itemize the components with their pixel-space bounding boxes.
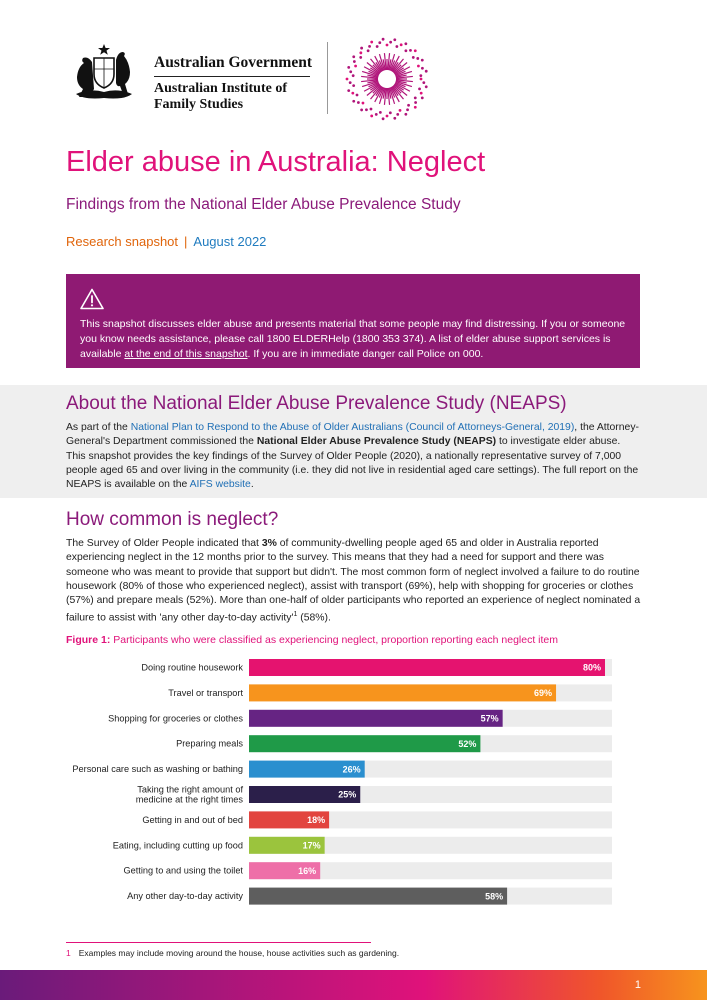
warning-text xyxy=(80,317,626,362)
aifs-website-link[interactable]: AIFS website xyxy=(189,479,251,491)
about-section xyxy=(0,385,707,498)
footnote xyxy=(66,948,399,958)
neglect-paragraph xyxy=(66,537,646,626)
gov-line-2a: Australian Institute of xyxy=(154,81,288,96)
snapshot-date: August 2022 xyxy=(193,234,267,249)
page-title: Elder abuse in Australia: Neglect xyxy=(66,146,486,178)
neglect-prevalence: 3% xyxy=(261,538,277,549)
figure-caption xyxy=(66,634,558,646)
about-text-1: As part of the xyxy=(66,422,131,433)
category-label: Travel or transport xyxy=(168,687,243,698)
bar-value-label: 80% xyxy=(582,662,601,673)
gov-line-2b: Family Studies xyxy=(154,97,244,112)
category-label: Doing routine housework xyxy=(141,662,243,673)
bar-value-label: 69% xyxy=(534,688,553,699)
page-subtitle: Findings from the National Elder Abuse Prevalence Study xyxy=(66,196,461,213)
about-heading: About the National Elder Abuse Prevalence Study (NEAPS) xyxy=(66,393,567,414)
category-label: Getting in and out of bed xyxy=(142,814,243,825)
bar-value-label: 17% xyxy=(302,840,321,851)
about-paragraph xyxy=(66,421,641,492)
warning-text-2: . If you are in immediate danger call Police on 000. xyxy=(247,348,484,360)
header xyxy=(66,36,646,126)
about-text-2: , the Attorney-General's Department commissioned the xyxy=(66,422,639,448)
about-text-3: to investigate elder abuse. This snapshot provides the key findings of the Survey of Older People (2020), a nationally representative survey of 7,000 people aged 65 and over living in the community (i.e. they did not live in residential aged care settings). The full report on the NEAPS is available on the xyxy=(66,436,639,491)
category-label: Eating, including cutting up food xyxy=(112,840,243,851)
bar-value-label: 18% xyxy=(307,815,326,826)
neglect-text-3: (58%). xyxy=(297,612,331,624)
national-plan-link[interactable]: National Plan to Respond to the Abuse of Older Australians (Council of Attorneys-General, 2019) xyxy=(130,422,575,433)
agency-name xyxy=(154,54,313,113)
category-label: Shopping for groceries or clothes xyxy=(108,713,243,724)
bar-value-label: 52% xyxy=(458,738,477,749)
warning-text-1: This snapshot discusses elder abuse and presents material that some people may find distressing. If you or someone you know needs assistance, please call 1800 ELDERHelp (1800 353 374). A list of elder abuse support services is available xyxy=(80,318,626,360)
bar-value-label: 25% xyxy=(338,789,357,800)
category-label: Getting to and using the toilet xyxy=(123,865,243,876)
bar xyxy=(249,710,503,727)
footnote-ref[interactable]: 1 xyxy=(293,611,298,619)
bar-value-label: 26% xyxy=(342,764,361,775)
snapshot-label: Research snapshot xyxy=(66,234,179,249)
bar xyxy=(249,659,605,676)
support-services-link[interactable]: at the end of this snapshot xyxy=(124,348,248,360)
neglect-text-1: The Survey of Older People indicated that xyxy=(66,538,262,549)
figure-label: Figure 1: xyxy=(66,634,111,646)
category-label: Any other day-to-day activity xyxy=(127,891,243,902)
bar-value-label: 57% xyxy=(480,713,499,724)
about-text-4: . xyxy=(250,479,254,491)
snapshot-separator: | xyxy=(184,234,188,249)
category-label: Taking the right amount of medicine at the right times xyxy=(135,784,243,805)
figure-caption-text: Participants who were classified as experiencing neglect, proportion reporting each neglect item xyxy=(110,634,559,646)
footnote-rule xyxy=(66,942,371,943)
bar xyxy=(249,684,556,701)
category-label: Personal care such as washing or bathing xyxy=(72,764,243,775)
bar-value-label: 58% xyxy=(485,891,504,902)
content-warning-box xyxy=(66,274,640,368)
coat-of-arms-icon xyxy=(66,42,142,104)
footer-band xyxy=(0,970,707,1000)
neglect-bar-chart xyxy=(0,652,707,922)
about-study-name: National Elder Abuse Prevalence Study (NEAPS) xyxy=(256,436,497,448)
category-label: Preparing meals xyxy=(176,738,243,749)
bar xyxy=(249,735,480,752)
footnote-text: Examples may include moving around the house, house activities such as gardening. xyxy=(78,948,400,958)
sunburst-logo-icon xyxy=(344,36,430,122)
neglect-text-2: of community-dwelling people aged 65 and older in Australia reported experiencing neglect in the 12 months prior to the survey. This means that they had a need for support and there was someone who was meant to provide that support but didn't. The most common form of neglect involved a failure to do routine housework (80% of those who experienced neglect), assist with transport (69%), help with shopping for groceries or clothes (57%) and prepare meals (52%). More than one-half of older participants who reported an experience of neglect nominated a failure to assist with 'any other day-to-day activity' xyxy=(66,538,641,624)
warning-triangle-icon xyxy=(80,288,104,310)
gov-line-1: Australian Government xyxy=(154,54,310,77)
footnote-number: 1 xyxy=(66,948,71,958)
header-divider xyxy=(327,42,328,114)
snapshot-line xyxy=(66,234,266,249)
bar xyxy=(249,888,507,905)
page-number: 1 xyxy=(634,979,641,991)
bar-value-label: 16% xyxy=(298,865,317,876)
neglect-heading: How common is neglect? xyxy=(66,509,279,530)
